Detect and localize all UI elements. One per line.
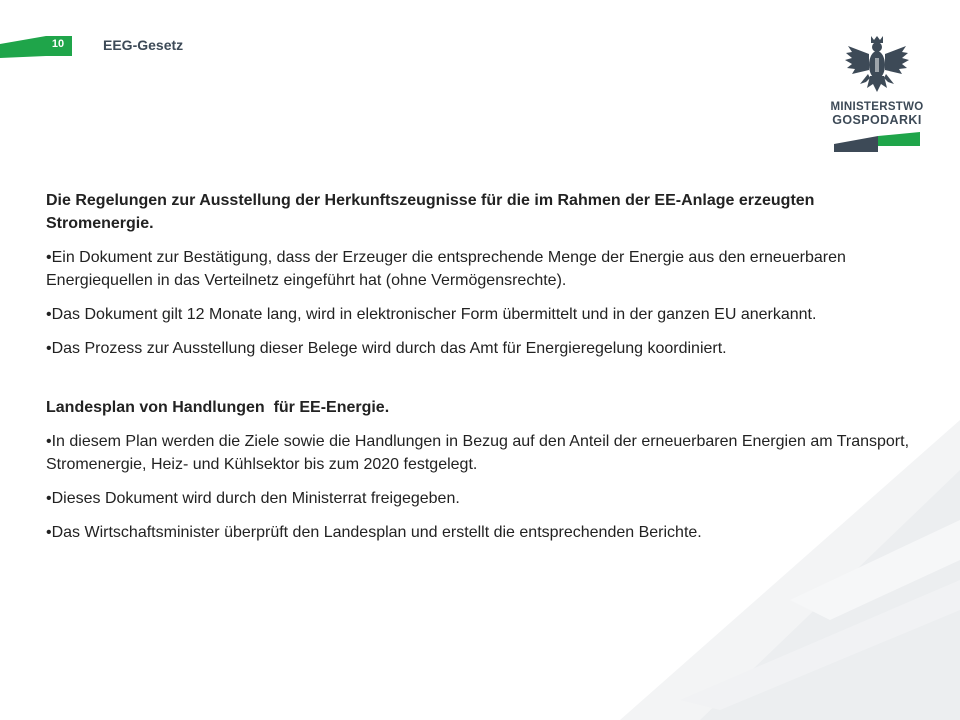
ministry-name <box>824 101 930 127</box>
section2-bullet-3: •Das Wirtschaftsminister überprüft den Landesplan und erstellt die entsprechenden Berichte. <box>46 524 702 541</box>
ministry-name-line2: GOSPODARKI <box>832 113 922 127</box>
section1-bullet-2: •Das Dokument gilt 12 Monate lang, wird in elektronischer Form übermittelt und in der ganzen EU anerkannt. <box>46 306 817 323</box>
section2-heading: Landesplan von Handlungen für EE-Energie. <box>46 399 390 416</box>
ministry-logo <box>824 34 930 156</box>
header-title: EEG-Gesetz <box>103 37 184 53</box>
logo-stripes <box>834 132 920 154</box>
section2-bullet-1: •In diesem Plan werden die Ziele sowie die Handlungen in Bezug auf den Anteil der erneuerbaren Energien am Transport, Stromenergie, Heiz- und Kühlsektor bis zum 2020 festgelegt. <box>46 433 910 473</box>
ministry-name-line1: MINISTERSTWO <box>830 101 924 113</box>
polish-eagle-icon <box>824 34 930 98</box>
section1-heading: Die Regelungen zur Ausstellung der Herkunftszeugnisse für die im Rahmen der EE-Anlage erzeugten Stromenergie. <box>46 192 815 232</box>
section2-bullet-2: •Dieses Dokument wird durch den Ministerrat freigegeben. <box>46 490 460 507</box>
page-number: 10 <box>51 38 65 50</box>
section1-bullet-3: •Das Prozess zur Ausstellung dieser Belege wird durch das Amt für Energieregelung koordiniert. <box>46 340 727 357</box>
main-content <box>46 189 918 544</box>
section1-bullet-1: •Ein Dokument zur Bestätigung, dass der Erzeuger die entsprechende Menge der Energie aus den erneuerbaren Energiequellen in das Verteilnetz eingeführt hat (ohne Vermögensrechte). <box>46 249 846 289</box>
